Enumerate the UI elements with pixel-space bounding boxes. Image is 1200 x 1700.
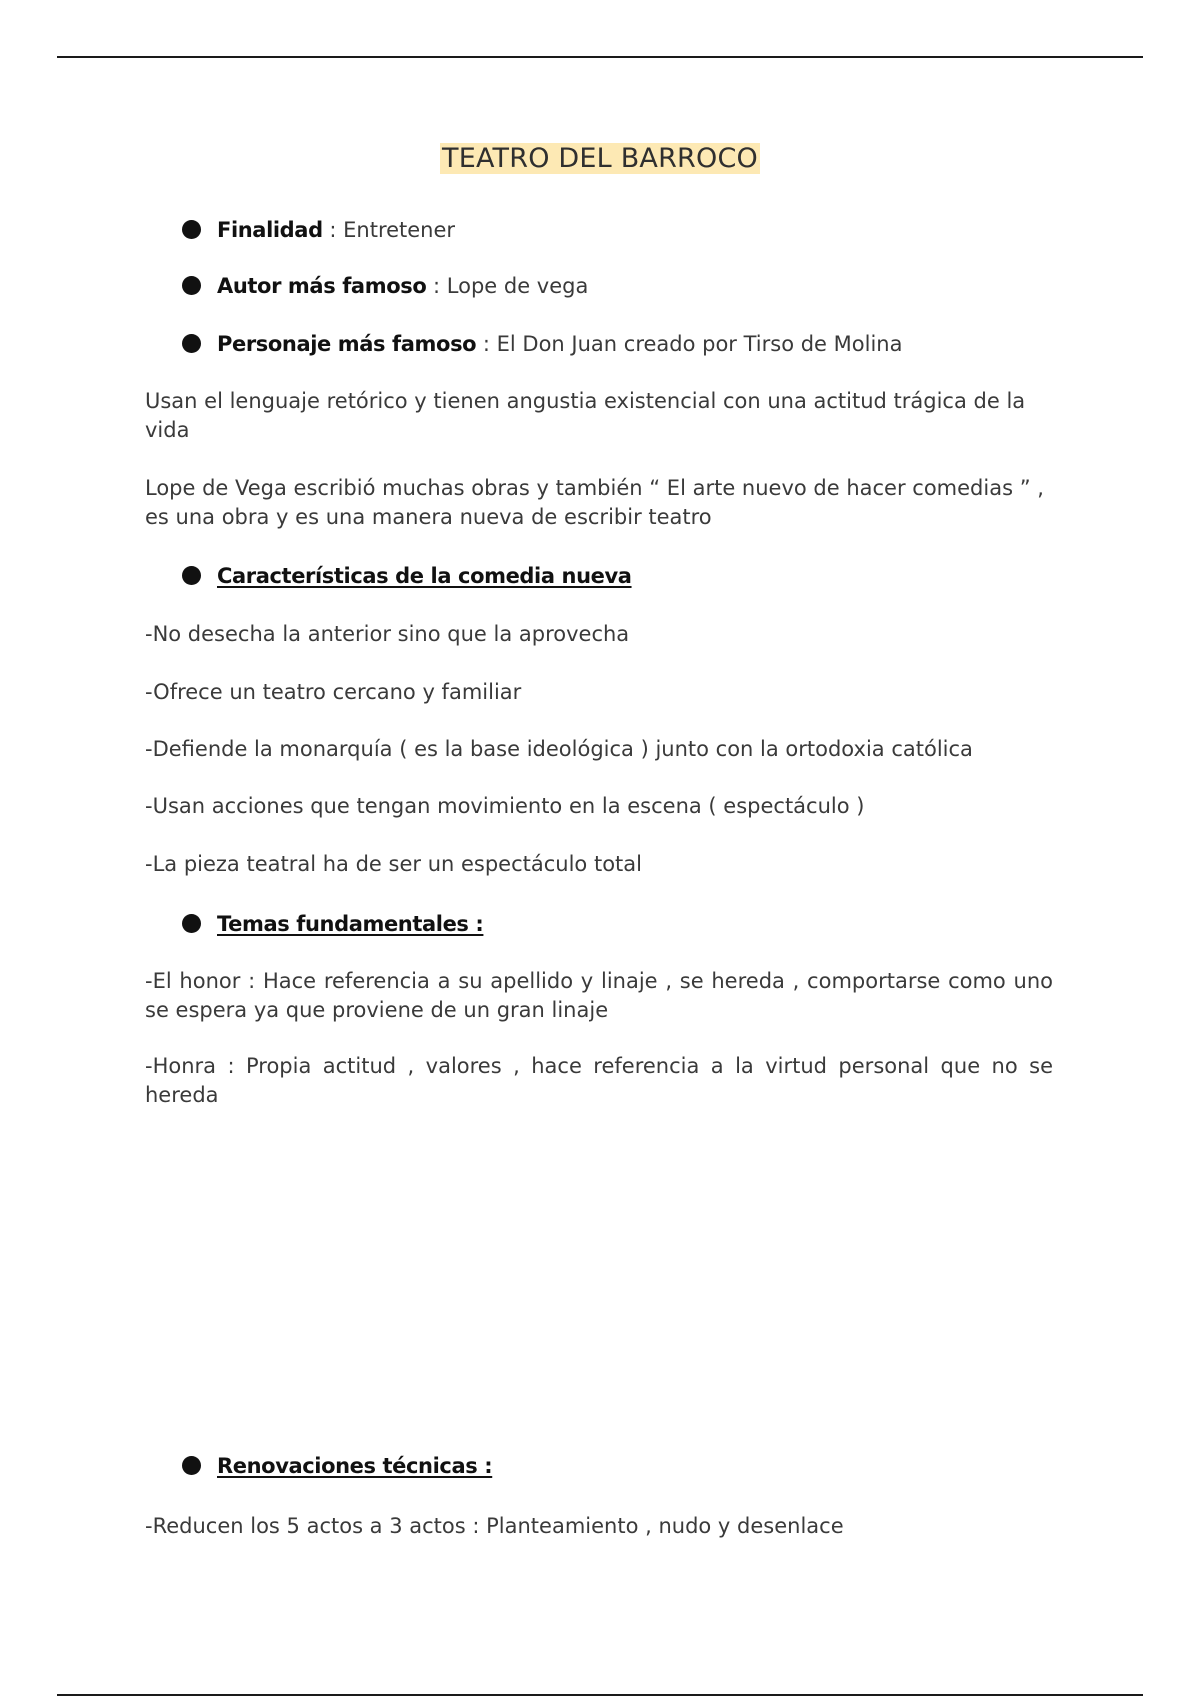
top-rule (57, 56, 1143, 58)
bullet-label: Personaje más famoso (217, 332, 477, 356)
bullet-value: : Lope de vega (426, 274, 589, 298)
bottom-rule (57, 1694, 1143, 1696)
paragraph-lope: Lope de Vega escribió muchas obras y también “ El arte nuevo de hacer comedias ” , es una obra y es una manera nueva de escribir teatro (145, 476, 1044, 529)
bullet-dot-icon (182, 334, 201, 353)
bullet-dot-icon (182, 914, 201, 933)
list-item: -Ofrece un teatro cercano y familiar (145, 680, 522, 704)
bullet-value: : El Don Juan creado por Tirso de Molina (476, 332, 903, 356)
list-item: -Reducen los 5 actos a 3 actos : Planteamiento , nudo y desenlace (145, 1514, 844, 1538)
list-item: -La pieza teatral ha de ser un espectáculo total (145, 852, 642, 876)
list-item: -Usan acciones que tengan movimiento en la escena ( espectáculo ) (145, 794, 865, 818)
section-heading-text: Características de la comedia nueva (217, 564, 632, 588)
section-heading-temas (182, 910, 483, 938)
bullet-personaje (182, 330, 902, 358)
list-item: -El honor : Hace referencia a su apellido y linaje , se hereda , comportarse como uno se espera ya que proviene de un gran linaje (145, 969, 1053, 1022)
page-title (0, 142, 1200, 176)
list-item: -No desecha la anterior sino que la aprovecha (145, 622, 630, 646)
list-item: -Defiende la monarquía ( es la base ideológica ) junto con la ortodoxia católica (145, 737, 973, 761)
bullet-dot-icon (182, 1456, 201, 1475)
list-item: -Honra : Propia actitud , valores , hace referencia a la virtud personal que no se hereda (145, 1054, 1053, 1107)
bullet-dot-icon (182, 566, 201, 585)
section-heading-text: Renovaciones técnicas : (217, 1454, 493, 1478)
bullet-finalidad (182, 216, 455, 244)
page-title-text: TEATRO DEL BARROCO (442, 143, 758, 174)
section-heading-comedia (182, 562, 632, 590)
bullet-autor (182, 272, 588, 300)
bullet-dot-icon (182, 220, 201, 239)
bullet-label: Autor más famoso (217, 274, 427, 298)
bullet-label: Finalidad (217, 218, 323, 242)
bullet-dot-icon (182, 276, 201, 295)
section-heading-text: Temas fundamentales : (217, 912, 484, 936)
section-heading-renovaciones (182, 1452, 492, 1480)
paragraph-lenguaje: Usan el lenguaje retórico y tienen angustia existencial con una actitud trágica de la vida (145, 389, 1026, 442)
bullet-value: : Entretener (322, 218, 456, 242)
